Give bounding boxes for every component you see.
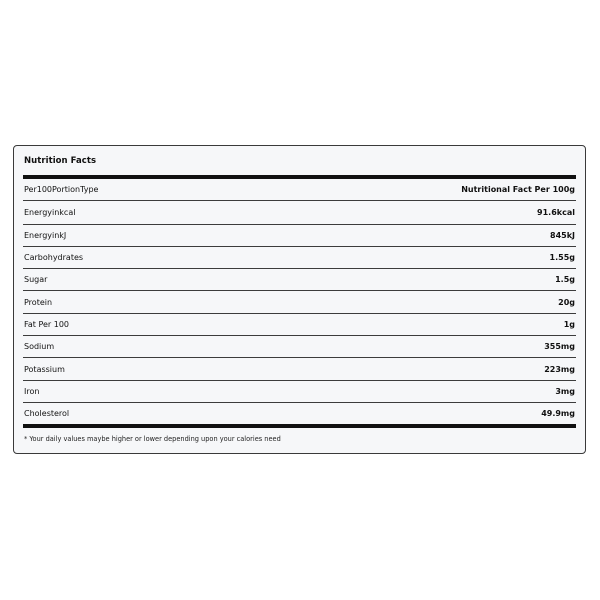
nutrient-label: EnergyinkJ <box>24 230 67 240</box>
nutrient-label: Sodium <box>24 342 55 352</box>
nutrient-value: 1.55g <box>549 253 575 263</box>
nutrient-value: 223mg <box>544 364 575 374</box>
nutrient-row-sodium <box>23 336 576 358</box>
nutrient-value: 1g <box>563 319 575 329</box>
nutrient-label: Energyinkcal <box>24 208 76 218</box>
header-row <box>23 179 576 201</box>
header-label: Per100PortionType <box>24 185 99 195</box>
nutrient-value: 20g <box>558 297 575 307</box>
nutrient-row-energy-kj <box>23 225 576 247</box>
nutrient-label: Potassium <box>24 364 65 374</box>
nutrient-label: Carbohydrates <box>24 253 84 263</box>
nutrient-row-energy-kcal <box>23 202 576 224</box>
nutrient-label: Protein <box>24 297 53 307</box>
nutrient-row-cholesterol <box>23 402 576 424</box>
nutrient-value: 1.5g <box>555 275 575 285</box>
nutrient-label: Sugar <box>24 275 48 285</box>
nutrient-label: Fat Per 100 <box>24 319 70 329</box>
nutrition-facts-title: Nutrition Facts <box>24 156 97 166</box>
nutrient-row-protein <box>23 292 576 314</box>
nutrient-label: Cholesterol <box>24 408 70 418</box>
nutrient-value: 3mg <box>555 386 575 396</box>
nutrient-label: Iron <box>24 386 40 396</box>
nutrient-row-sugar <box>23 269 576 291</box>
nutrient-row-carbohydrates <box>23 247 576 269</box>
nutrient-value: 91.6kcal <box>537 208 575 218</box>
bottom-thick-divider <box>23 424 576 428</box>
nutrient-value: 49.9mg <box>541 408 575 418</box>
daily-values-footnote: * Your daily values maybe higher or lower depending upon your calories need <box>24 435 281 443</box>
nutrient-row-potassium <box>23 358 576 380</box>
nutrient-row-iron <box>23 381 576 403</box>
nutrient-value: 355mg <box>544 342 575 352</box>
nutrition-facts-panel <box>13 145 586 454</box>
header-value: Nutritional Fact Per 100g <box>461 185 575 195</box>
nutrient-value: 845kJ <box>550 230 575 240</box>
nutrient-row-fat <box>23 314 576 336</box>
